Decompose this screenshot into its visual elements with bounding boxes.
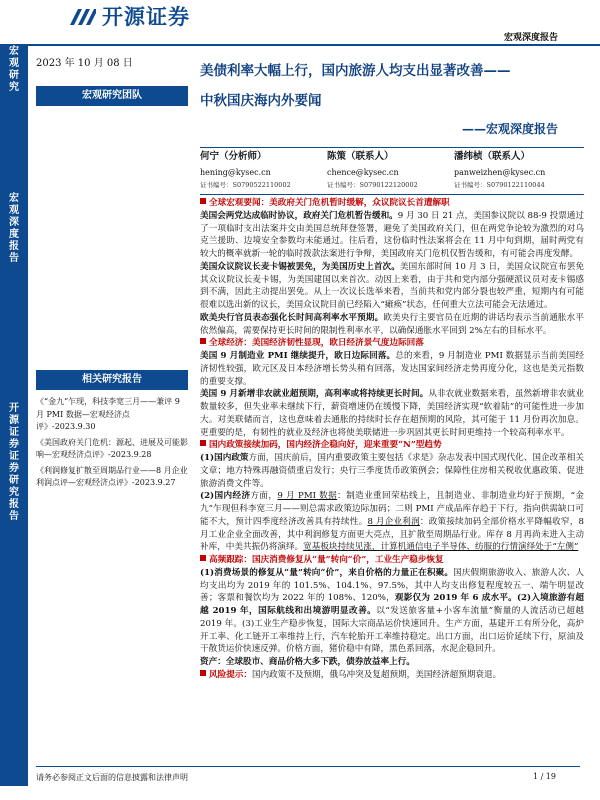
side-label-report: 宏观深度报告 <box>9 193 19 264</box>
team-title: 宏观研究团队 <box>36 86 188 106</box>
related-item[interactable]: 《美国政府关门危机：源起、进展及可能影响—宏观经济点评》-2023.9.28 <box>36 437 188 459</box>
report-date: 2023 年 10 月 08 日 <box>36 58 133 69</box>
analyst-cert: 证书编号：S0790122120002 <box>327 181 418 189</box>
bullet-square-icon <box>200 338 206 344</box>
footer-disclaimer: 请务必参阅正文后面的信息披露和法律声明 <box>36 773 188 782</box>
analyst-name: 何宁（分析师） <box>200 151 267 162</box>
section-heading: 全球宏观要闻：美政府关门危机暂时缓解，众议院议长首遭解职 <box>200 197 584 210</box>
side-strip <box>0 46 28 786</box>
bullet-square-icon <box>200 670 206 676</box>
paragraph: (1)消费场景的修复从“量”转向“价”，来自价格的力量正在积聚。国庆假期旅游收入、旅游人次、人均支出均为 2019 年的 101.5%、104.1%、97.5%，其中人均支出修复程度较五一、端午明显改善；客票和餐饮均为 2022 年的 108%、120%，观影仅为 2019 年 6 成水平。(2)入境旅游有超越 2019 年，国际航线和出境游明显改善。以“发送旅客量+小客车流量”衡量的人流活动已超越 2019 年。(3)工业生产稳步恢复，国际大宗商品运价快速回升。生产方面，基建开工有所分化，高炉开工率、化工链开工率维持上行，汽车轮胎开工率维持稳定。出口方面，出口运价延续下行，原油及干散货运价快速反弹。价格方面，猪价稳中有降，黑色系回落，水泥企稳回升。 <box>200 567 584 655</box>
risk-paragraph: 风险提示：国内政策不及预期，俄乌冲突及复超预期，美国经济超预期衰退。 <box>200 669 584 682</box>
paragraph: 美国 9 月制造业 PMI 继续提升，欧日边际回落。总的来看，9 月制造业 PMI 数据显示当前美国经济韧性较强，欧元区及日本经济增长势头稍有回落，发达国家间经济走势再度分化，这也是美元指数的重要支撑。 <box>200 351 584 387</box>
bullet-square-icon <box>200 440 206 446</box>
paragraph: 美国会两党达成临时协议，政府关门危机暂告缓和。9 月 30 日 21 点，美国参议院以 88-9 投票通过了一项临时支出法案并交由美国总统拜登签署，避免了美国政府关门，但在两党争论较为激烈的对乌克兰援助、边境安全参数均未能通过。往后看，这份临时性法案将会在 11 月中旬到期，届时两党有较大的概率就新一轮的临时拨款法案进行争辩，美国政府关门危机仅暂告缓和，有可能会再度发酵。 <box>200 210 584 259</box>
related-item[interactable]: 《利润修复扩散至周期品行业——8 月企业利润点评—宏观经济点评》-2023.9.27 <box>36 465 188 487</box>
brand-name: 开源证券 <box>102 5 190 29</box>
title-line: 中秋国庆海内外要闻 <box>200 93 322 109</box>
paragraph: 美国众议院议长麦卡锡被罢免，为美国历史上首次。美国东部时间 10 月 3 日，美国众议院宣布罢免其众议院议长麦卡锡，为美国建国以来首次。动因上来看，由于共和党内部分强硬派议员对麦卡锡感到不满，因此主动提出罢免。从上一次议长选举来看，当前共和党内部分裂也较严重，短期内有可能很难以选出新的议长，美国众议院目前已经陷入“瘫痪”状态，任何重大立法可能会无法通过。 <box>200 261 584 310</box>
report-body <box>200 197 584 682</box>
analyst-name: 陈策（联系人） <box>327 151 394 162</box>
analyst-email[interactable]: chence@kysec.cn <box>327 168 399 177</box>
paragraph: 美国 9 月新增非农就业超预期，高利率或将持续更长时间。从非农就业数据来看，虽然新增非农就业数量较多，但失业率未继续下行，薪资增速仍在缓慢下降，美国经济实现“软着陆”的可能性进一步加大。对美联储而言，这也意味着去通胀的持续时长存在超预期的风险，其可能于 11 月份再次加息。更重要的是，有韧性的就业及经济也将使美联储进一步巩固其更长时间更维持一个较高利率水平。 <box>200 389 584 438</box>
page-number: 1 / 19 <box>532 772 556 781</box>
analyst-divider-top <box>200 147 584 148</box>
analyst-name: 潘纬桢（联系人） <box>454 151 531 162</box>
page-title <box>200 56 580 116</box>
section-heading: 国内政策接续加码，国内经济企稳向好，迎来重要“N”型趋势 <box>200 439 584 452</box>
report-subtitle: ——宏观深度报告 <box>461 122 558 136</box>
analyst-cert: 证书编号：S0790122110044 <box>454 181 545 189</box>
analyst-card <box>454 150 584 192</box>
paragraph: 资产：全球股市、商品价格大多下跌，债券放益率上行。 <box>200 657 415 667</box>
analyst-divider-bottom <box>200 194 584 195</box>
analyst-email[interactable]: hening@kysec.cn <box>200 168 271 177</box>
section-heading: 全球经济：美国经济韧性显现，欧日经济景气度边际回落 <box>200 337 584 350</box>
title-line: 美债利率大幅上行，国内旅游人均支出显著改善—— <box>200 63 511 79</box>
bullet-square-icon <box>200 555 206 561</box>
analyst-card <box>200 150 330 192</box>
paragraph: (2)国内经济方面，9 月 PMI 数据：制造业重回荣枯线上，且制造业、非制造业均好于预期，“金九”乍现但科李宽三月——则总需求政策边际加码；二则 PMI 产成品库存趋于下行，指向供需缺口可能不大，预计四季度经济改善具有持续性。8 月企业利润：政策接续加码全部价格水平降幅收窄，8 月工业企业全面改善，其中利润修复方面更大亮点，且扩散至周期品行业。库存 8 月再尚未进入主动补库，中美共振仍将演绎。宽基板块持续见涨，计算机通信电子半导体、纺服的行情演绎处于“左侧” <box>200 491 585 553</box>
paragraph: 欧美央行官员表态强化长时间高利率水平预期。欧美央行主要官员在近期的讲话均表示当前通胀水平依然偏高，需要保持更长时间的限制性利率水平，以确保通胀水平回到 2%左右的目标水平。 <box>200 312 584 336</box>
bullet-square-icon <box>200 198 206 204</box>
header-report-type: 宏观深度报告 <box>503 33 558 43</box>
footer-divider <box>36 766 580 767</box>
analyst-email[interactable]: panweizhen@kysec.cn <box>454 168 546 177</box>
analyst-cert: 证书编号：S0790522110002 <box>200 181 291 189</box>
brand-logo <box>70 4 190 28</box>
side-label-macro: 宏观研究 <box>9 46 19 93</box>
analyst-card <box>327 150 457 192</box>
related-list <box>36 396 188 493</box>
side-label-company: 开源证券 证券研究报告 <box>9 403 19 522</box>
paragraph: (1)国内政策方面，国庆前后，国内重要政策主要包括《求是》杂志发表中国式现代化、国企改革相关文章；地方特殊再融资债重启发行；央行三季度货币政策例会；保障性住房相关税收优惠政策、促进旅游消费文件等。 <box>200 453 584 489</box>
header-divider <box>0 44 600 46</box>
related-item[interactable]: 《“金九”乍现，科技李宽三月——兼评 9 月 PMI 数据—宏观经济点评》-2023.9.30 <box>36 397 180 431</box>
brand-logo-icon <box>70 7 96 25</box>
related-title: 相关研究报告 <box>36 370 188 390</box>
section-heading: 高频跟踪：国庆消费修复从“量”转向“价”，工业生产稳步恢复 <box>200 554 584 567</box>
